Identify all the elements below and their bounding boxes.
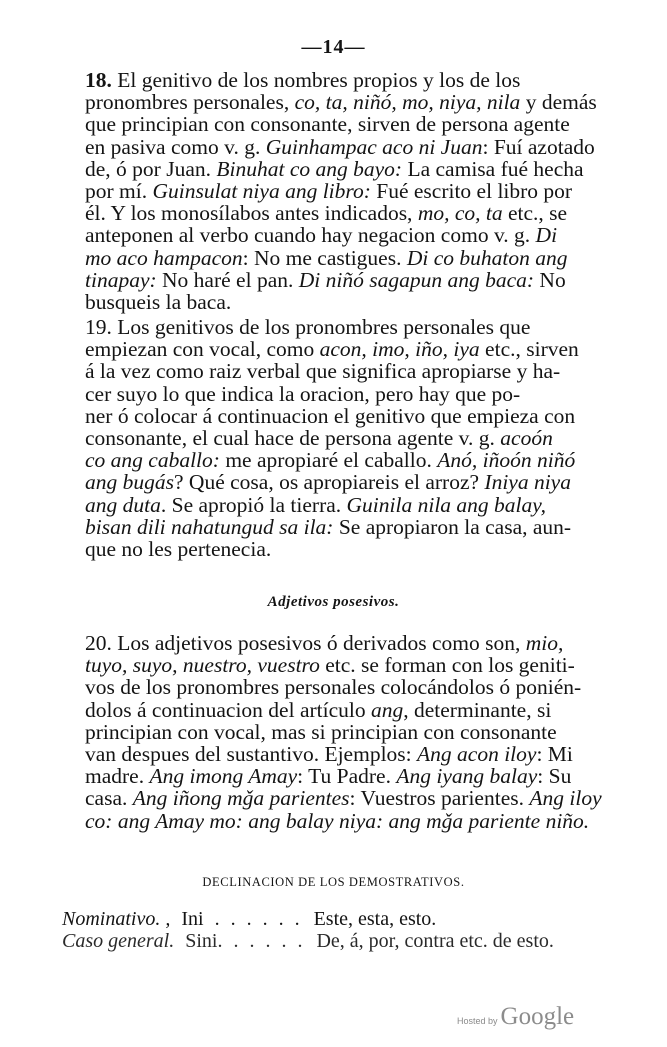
text-run: Se apropiaron la casa, aun- [333, 514, 572, 539]
text-line [85, 360, 633, 382]
text-run: cer suyo lo que indica la oracion, pero hay que po- [85, 381, 521, 406]
italic-text: Ang iyang balay [396, 764, 538, 789]
text-run: anteponen al verbo cuando hay negacion como v. g. [85, 223, 536, 248]
text-line [85, 516, 633, 538]
text-run: madre. [85, 764, 150, 789]
text-run: me apropiaré el caballo. [219, 448, 438, 473]
declension-meaning: De, á, por, contra etc. de esto. [316, 930, 554, 952]
text-run: : Vuestros parientes. [349, 786, 530, 811]
italic-text: ang duta [85, 492, 161, 517]
text-run: : No me castigues. [242, 245, 407, 270]
text-line [85, 654, 633, 676]
italic-text: Iniya niya [484, 470, 571, 495]
text-run: 19. Los genitivos de los pronombres personales que [85, 315, 531, 339]
text-run: busqueis la baca. [85, 290, 232, 315]
text-run: casa. [85, 786, 133, 811]
text-line [85, 316, 633, 338]
text-line [85, 202, 633, 224]
text-run: que principian con consonante, sirven de persona agente [85, 112, 570, 137]
hosted-by-label: Hosted by [457, 1016, 498, 1026]
text-run: á la vez como raiz verbal que significa apropiarse y ha- [85, 359, 561, 384]
text-line [85, 721, 633, 743]
italic-text: Guinila nila ang balay, [346, 492, 547, 517]
declension-form: Ini [181, 908, 204, 930]
text-run: van despues del sustantivo. Ejemplos: [85, 742, 418, 767]
text-run: : Mi [536, 742, 573, 767]
text-line [85, 247, 633, 269]
text-line [85, 676, 633, 698]
text-run: él. Y los monosílabos antes indicados, [85, 201, 418, 226]
text-run: No [534, 267, 566, 292]
text-line [85, 449, 633, 471]
text-run: , determinante, si [403, 697, 552, 722]
italic-text: Ang iloy [529, 786, 602, 811]
text-line [85, 494, 633, 516]
text-run: . Se apropió la tierra. [160, 492, 347, 517]
paragraph-20 [85, 632, 633, 832]
text-run: principian con vocal, mas si principian con consonante [85, 719, 557, 744]
declension-case: Nominativo. , [62, 908, 171, 930]
text-line [85, 224, 633, 246]
text-run: : Su [537, 764, 572, 789]
text-line [85, 427, 633, 449]
section-heading-declinacion: DECLINACION DE LOS DEMOSTRATIVOS. [202, 875, 465, 889]
text-run: de, ó por Juan. [85, 156, 217, 181]
text-run: etc., sirven [479, 337, 579, 362]
text-run: en pasiva como v. g. [85, 134, 266, 159]
text-line [85, 538, 633, 560]
declension-form: Sini. [185, 930, 223, 952]
italic-text: ang bugás [85, 470, 174, 495]
text-line [85, 91, 633, 113]
text-line [85, 291, 633, 313]
text-line [85, 810, 633, 832]
paragraph-19 [85, 316, 633, 560]
italic-text: acon, imo, iño, iya [319, 337, 480, 362]
declension-row-nominativo [62, 908, 442, 930]
text-run: vos de los pronombres personales colocándolos ó ponién- [85, 675, 582, 700]
text-run: etc. se forman con los geniti- [319, 653, 575, 678]
text-run: ner ó colocar á continuacion el genitivo que empieza con [85, 403, 576, 428]
italic-text: Ang iñong mǧa parientes [132, 786, 350, 811]
text-line [85, 338, 633, 360]
hosted-by-google-watermark [457, 1003, 574, 1031]
text-run: La camisa fué hecha [402, 156, 584, 181]
declension-case: Caso general. [62, 930, 175, 952]
section-heading-adjetivos: Adjetivos posesivos. [267, 594, 400, 610]
italic-text: acoón [500, 426, 553, 451]
text-line [85, 69, 633, 91]
italic-text: co ang caballo: [85, 448, 220, 473]
page-number: —14— [301, 36, 366, 58]
italic-text: ang [371, 697, 404, 722]
text-line [85, 405, 633, 427]
declension-row-caso-general [62, 930, 560, 952]
text-run: pronombres personales, [85, 90, 295, 115]
text-run: por mí. [85, 179, 153, 204]
text-run: ? Qué cosa, os apropiareis el arroz? [174, 470, 485, 495]
italic-text: Di co buhaton ang [406, 245, 568, 270]
text-run: Fué escrito el libro por [370, 179, 573, 204]
google-logo: Google [500, 1003, 575, 1030]
paragraph-number: 18. [85, 68, 112, 92]
paragraph-18 [85, 69, 633, 313]
text-line [85, 383, 633, 405]
italic-text: Guinhampac aco ni Juan [265, 134, 483, 159]
italic-text: Guinsulat niya ang libro: [152, 179, 371, 204]
italic-text: Ang acon iloy [417, 742, 537, 767]
text-run: consonante, el cual hace de persona agente v. g. [85, 426, 501, 451]
text-line [85, 180, 633, 202]
text-run: dolos á continuacion del artículo [85, 697, 371, 722]
text-line [85, 158, 633, 180]
italic-text: tinapay: [85, 267, 157, 292]
italic-text: Di [535, 223, 558, 248]
text-line [85, 699, 633, 721]
italic-text: Di niñó sagapun ang baca: [298, 267, 535, 292]
text-run: : Fuí azotado [482, 134, 595, 159]
text-run: : Tu Padre. [297, 764, 397, 789]
italic-text: Binuhat co ang bayo: [216, 156, 403, 181]
italic-text: mo, co, ta [417, 201, 503, 226]
italic-text: Anó, iñoón niñó [437, 448, 576, 473]
declension-leader-dots: . . . . . [233, 930, 306, 952]
text-line [85, 136, 633, 158]
text-line [85, 632, 633, 654]
text-run: No haré el pan. [156, 267, 299, 292]
italic-text: Ang imong Amay [149, 764, 298, 789]
declension-meaning: Este, esta, esto. [313, 908, 437, 930]
italic-text: co, ta, niñó, mo, niya, nila [294, 90, 521, 115]
text-run: 20. Los adjetivos posesivos ó derivados como son, [85, 631, 526, 655]
text-line [85, 269, 633, 291]
text-line [85, 743, 633, 765]
italic-text: bisan dili nahatungud sa ila: [85, 514, 334, 539]
text-run: y demás [520, 90, 597, 115]
text-line [85, 113, 633, 135]
italic-text: mo aco hampacon [85, 245, 243, 270]
italic-text: mio, [525, 631, 564, 655]
text-line [85, 787, 633, 809]
text-run: que no les pertenecia. [85, 537, 272, 562]
declension-leader-dots: . . . . . . [214, 908, 303, 930]
italic-text: tuyo, suyo, nuestro, vuestro [85, 653, 320, 678]
text-line [85, 471, 633, 493]
text-run: etc., se [502, 201, 568, 226]
text-line [85, 765, 633, 787]
text-run: El genitivo de los nombres propios y los de los [111, 68, 521, 92]
text-run: empiezan con vocal, como [85, 337, 320, 362]
italic-text: co: ang Amay mo: ang balay niya: ang mǧa pariente niño. [85, 808, 590, 833]
